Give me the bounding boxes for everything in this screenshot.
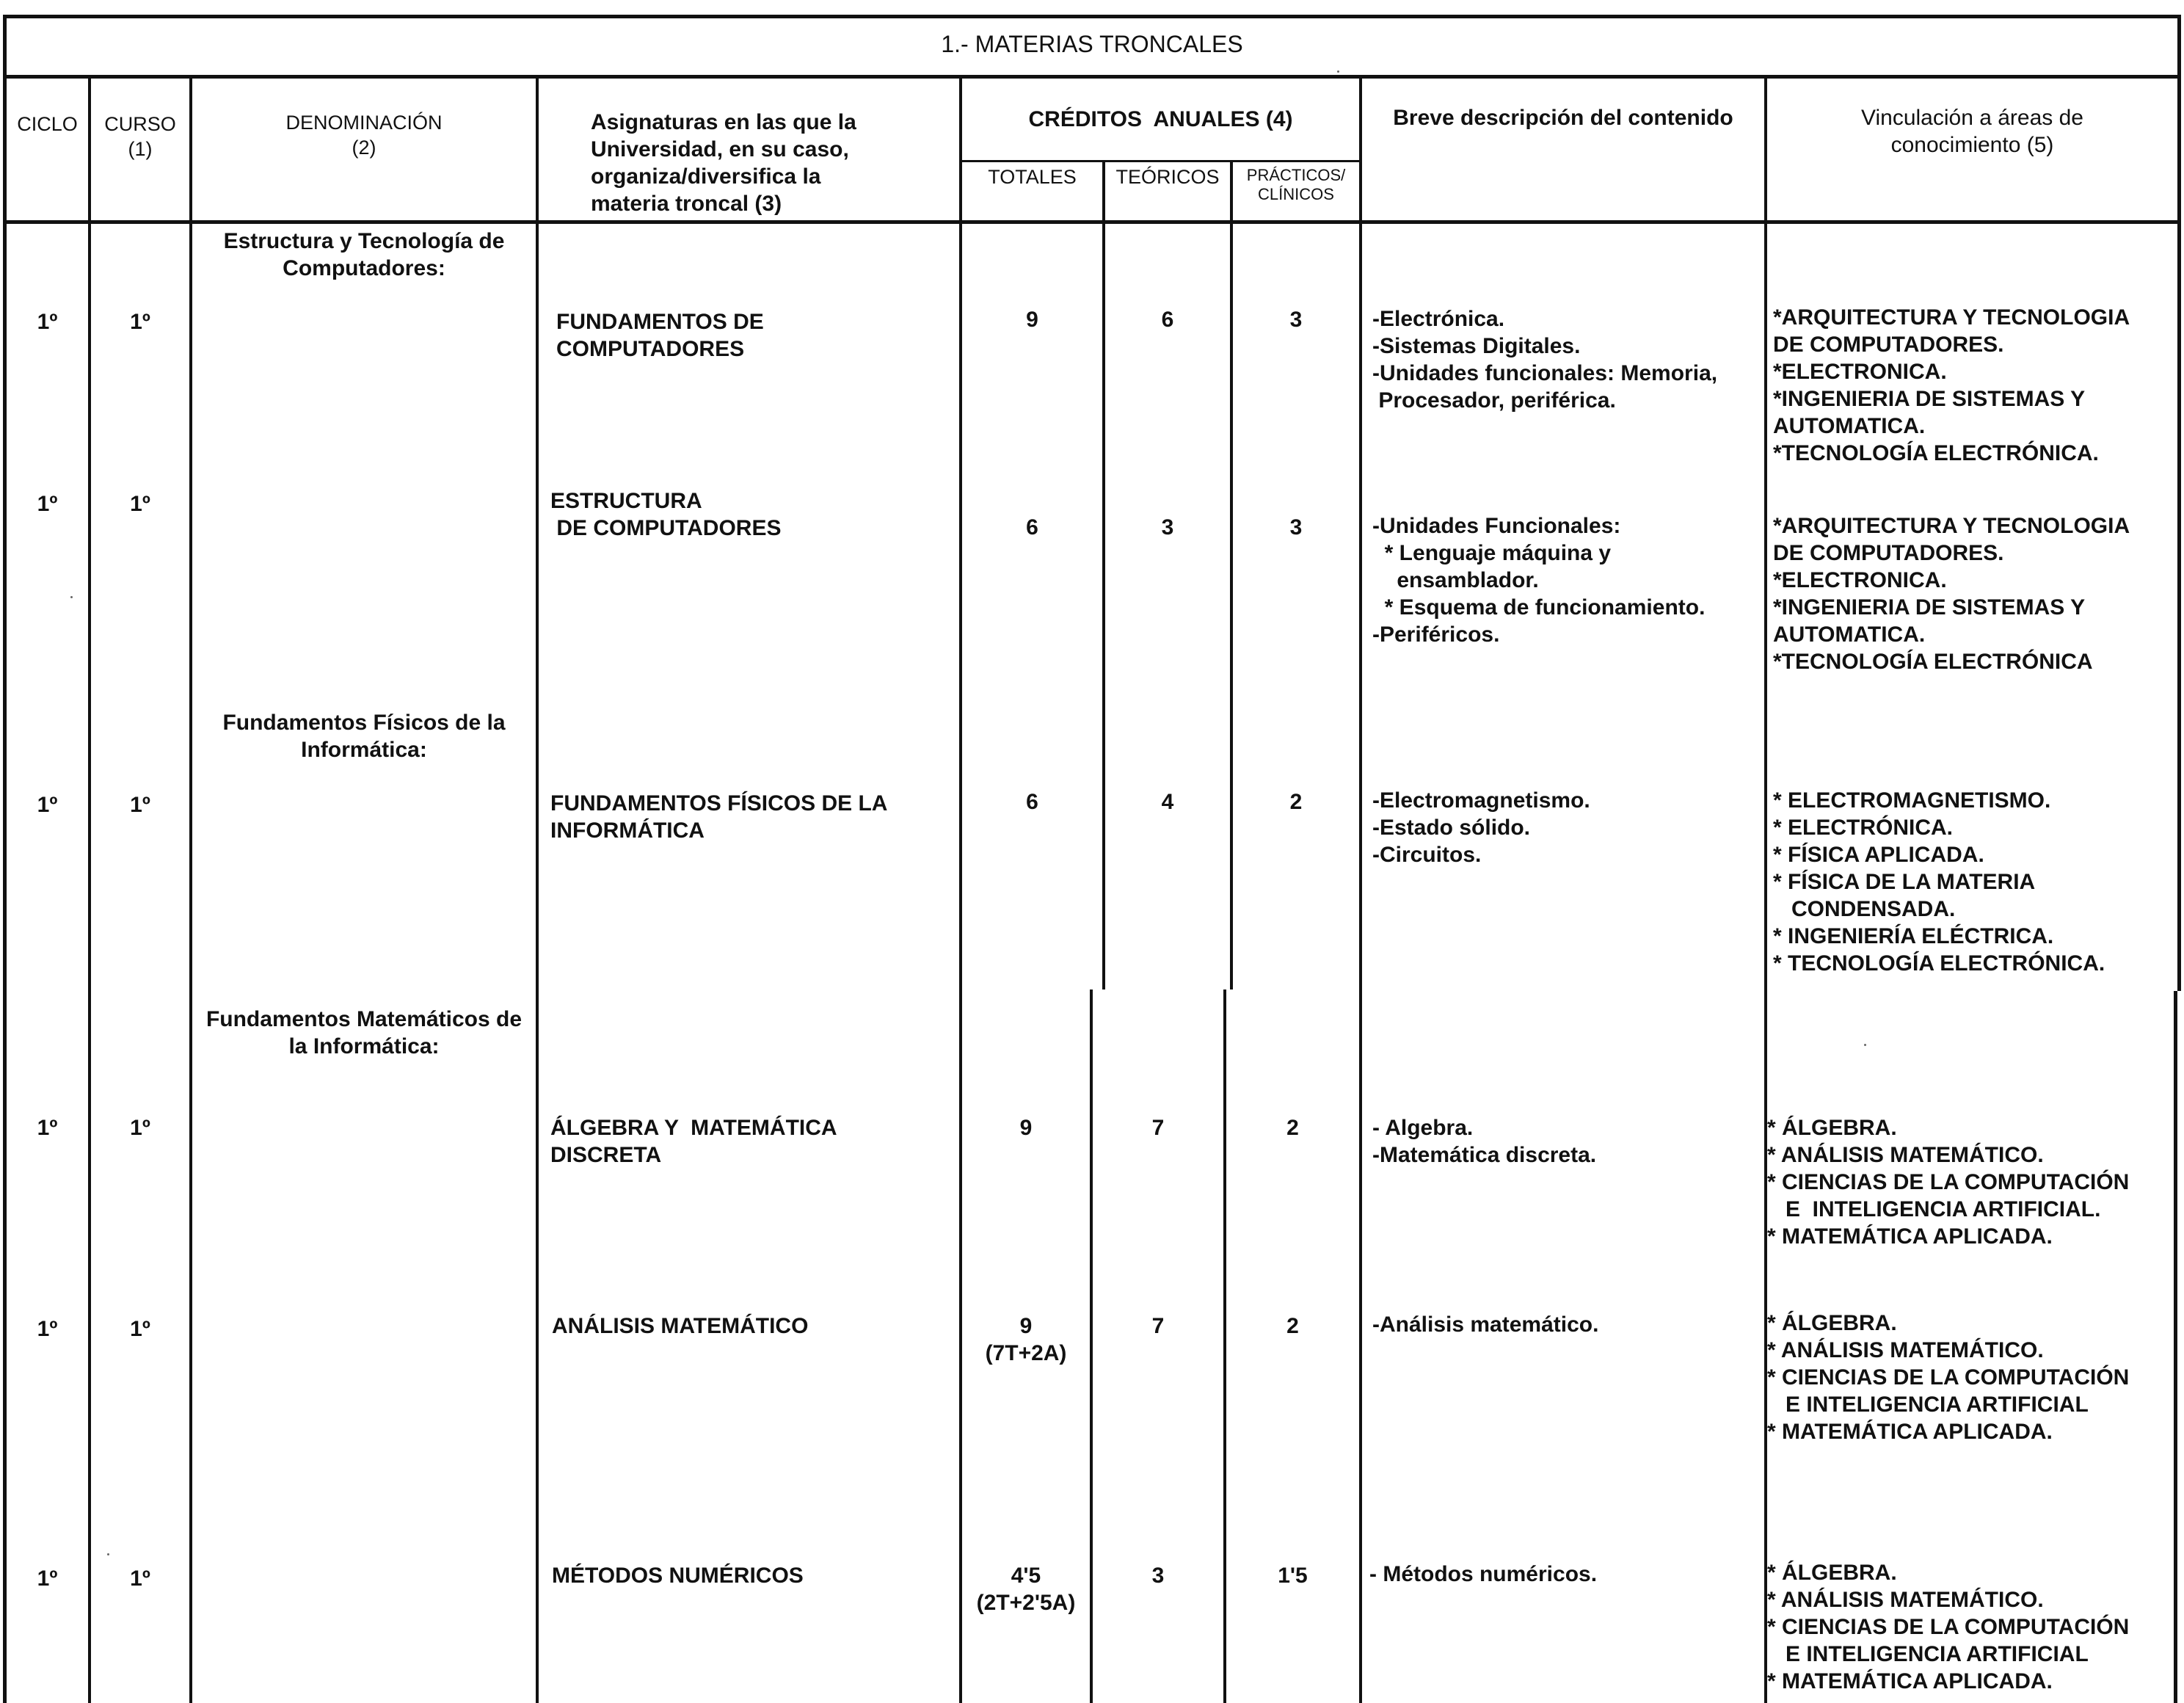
row-descripcion: - Algebra. -Matemática discreta. xyxy=(1372,1116,1597,1167)
scan-speck xyxy=(70,596,73,598)
col-sep-totales xyxy=(1102,160,1105,990)
scan-speck xyxy=(1337,70,1339,73)
row-teoricos: 4 xyxy=(1161,790,1174,814)
row-curso: 1º xyxy=(130,492,150,516)
title-bottom-border xyxy=(3,75,2181,79)
group-fundamentos-fisicos: Fundamentos Físicos de la Informática: xyxy=(222,711,506,762)
row-practicos: 2 xyxy=(1286,1314,1299,1338)
header-vinculacion: Vinculación a áreas de conocimiento (5) xyxy=(1861,106,2083,157)
row-totales: 6 xyxy=(1026,515,1038,540)
row-vinculacion: *ARQUITECTURA Y TECNOLOGIA DE COMPUTADORES. *ELECTRONICA. *INGENIERIA DE SISTEMAS Y AUTOMATICA. *TECNOLOGÍA ELECTRÓNICA. xyxy=(1773,305,2130,465)
row-curso: 1º xyxy=(130,310,150,334)
row-curso: 1º xyxy=(130,1566,150,1591)
col-sep-denominacion xyxy=(536,75,539,1703)
header-creditos: CRÉDITOS ANUALES (4) xyxy=(1028,107,1293,131)
scan-speck xyxy=(1864,1044,1866,1046)
row-totales: 4'5 (2T+2'5A) xyxy=(976,1564,1076,1615)
header-asignaturas: Asignaturas en las que la Universidad, en su caso, organiza/diversifica la materia troncal (3) xyxy=(591,110,856,216)
table-top-border xyxy=(3,15,2181,18)
table-left-border xyxy=(3,15,7,1703)
row-practicos: 2 xyxy=(1289,790,1303,814)
credits-subheader-line xyxy=(960,160,1361,162)
row-descripcion: - Métodos numéricos. xyxy=(1369,1562,1598,1586)
row-teoricos: 7 xyxy=(1151,1116,1165,1140)
col-sep-descripcion xyxy=(1764,75,1767,1703)
row-practicos: 2 xyxy=(1286,1116,1299,1140)
row-asignatura: MÉTODOS NUMÉRICOS xyxy=(552,1564,804,1588)
table-right-border xyxy=(2177,15,2181,991)
row-ciclo: 1º xyxy=(37,310,58,334)
row-ciclo: 1º xyxy=(37,1317,58,1341)
row-asignatura: ÁLGEBRA Y MATEMÁTICA DISCRETA xyxy=(550,1116,837,1167)
header-totales: TOTALES xyxy=(988,166,1077,188)
row-descripcion: -Electromagnetismo. -Estado sólido. -Circuitos. xyxy=(1372,788,1590,867)
row-vinculacion: * ÁLGEBRA. * ANÁLISIS MATEMÁTICO. * CIENCIAS DE LA COMPUTACIÓN E INTELIGENCIA ARTIFICIAL * MATEMÁTICA APLICADA. xyxy=(1767,1311,2130,1444)
row-curso: 1º xyxy=(130,793,150,817)
row-totales: 9 (7T+2A) xyxy=(985,1314,1067,1365)
row-teoricos: 3 xyxy=(1161,515,1174,540)
group-estructura-tecnologia: Estructura y Tecnología de Computadores: xyxy=(223,229,505,280)
col-sep-totales-lower xyxy=(1090,990,1093,1703)
table-right-border-lower xyxy=(2174,991,2177,1703)
row-ciclo: 1º xyxy=(37,793,58,817)
row-practicos: 3 xyxy=(1289,515,1303,540)
col-sep-creditos xyxy=(1359,75,1362,1703)
col-sep-curso xyxy=(189,75,192,1703)
row-descripcion: -Unidades Funcionales: * Lenguaje máquina y ensamblador. * Esquema de funcionamiento. -Periféricos. xyxy=(1372,514,1706,647)
row-vinculacion: *ARQUITECTURA Y TECNOLOGIA DE COMPUTADORES. *ELECTRONICA. *INGENIERIA DE SISTEMAS Y AUTOMATICA. *TECNOLOGÍA ELECTRÓNICA xyxy=(1773,514,2130,674)
row-totales: 9 xyxy=(1019,1116,1033,1140)
row-ciclo: 1º xyxy=(37,492,58,516)
row-descripcion: -Electrónica. -Sistemas Digitales. -Unidades funcionales: Memoria, Procesador, periférica. xyxy=(1372,307,1718,413)
header-denominacion: DENOMINACIÓN (2) xyxy=(285,112,443,159)
row-practicos: 1'5 xyxy=(1278,1564,1308,1588)
header-teoricos: TEÓRICOS xyxy=(1115,166,1220,188)
row-teoricos: 3 xyxy=(1151,1564,1165,1588)
scan-speck xyxy=(107,1553,109,1555)
row-totales: 6 xyxy=(1026,790,1038,814)
row-curso: 1º xyxy=(130,1317,150,1341)
row-asignatura: FUNDAMENTOS FÍSICOS DE LA INFORMÁTICA xyxy=(550,791,888,843)
row-totales: 9 xyxy=(1026,308,1038,332)
row-teoricos: 6 xyxy=(1161,308,1174,332)
table-title: 1.- MATERIAS TRONCALES xyxy=(941,31,1243,57)
row-practicos: 3 xyxy=(1289,308,1303,332)
row-descripcion: -Análisis matemático. xyxy=(1372,1312,1599,1337)
row-asignatura: FUNDAMENTOS DE COMPUTADORES xyxy=(556,310,764,361)
col-sep-teoricos xyxy=(1230,160,1233,990)
header-descripcion: Breve descripción del contenido xyxy=(1393,106,1733,130)
row-teoricos: 7 xyxy=(1151,1314,1165,1338)
row-vinculacion: * ÁLGEBRA. * ANÁLISIS MATEMÁTICO. * CIENCIAS DE LA COMPUTACIÓN E INTELIGENCIA ARTIFICIAL * MATEMÁTICA APLICADA. xyxy=(1767,1561,2130,1693)
header-ciclo: CICLO xyxy=(17,113,78,135)
col-sep-teoricos-lower xyxy=(1223,990,1226,1703)
row-ciclo: 1º xyxy=(37,1566,58,1591)
header-bottom-border xyxy=(3,220,2181,224)
row-vinculacion: * ELECTROMAGNETISMO. * ELECTRÓNICA. * FÍSICA APLICADA. * FÍSICA DE LA MATERIA CONDENSADA. * INGENIERÍA ELÉCTRICA. * TECNOLOGÍA ELECTRÓNICA. xyxy=(1773,788,2105,976)
row-asignatura: ESTRUCTURA DE COMPUTADORES xyxy=(550,489,782,540)
header-practicos: PRÁCTICOS/ CLÍNICOS xyxy=(1246,166,1346,203)
row-vinculacion: * ÁLGEBRA. * ANÁLISIS MATEMÁTICO. * CIENCIAS DE LA COMPUTACIÓN E INTELIGENCIA ARTIFICIAL. * MATEMÁTICA APLICADA. xyxy=(1767,1116,2130,1249)
header-curso: CURSO (1) xyxy=(104,113,176,160)
row-asignatura: ANÁLISIS MATEMÁTICO xyxy=(552,1314,809,1338)
group-fundamentos-matematicos: Fundamentos Matemáticos de la Informática: xyxy=(205,1007,523,1059)
row-curso: 1º xyxy=(130,1116,150,1140)
row-ciclo: 1º xyxy=(37,1116,58,1140)
